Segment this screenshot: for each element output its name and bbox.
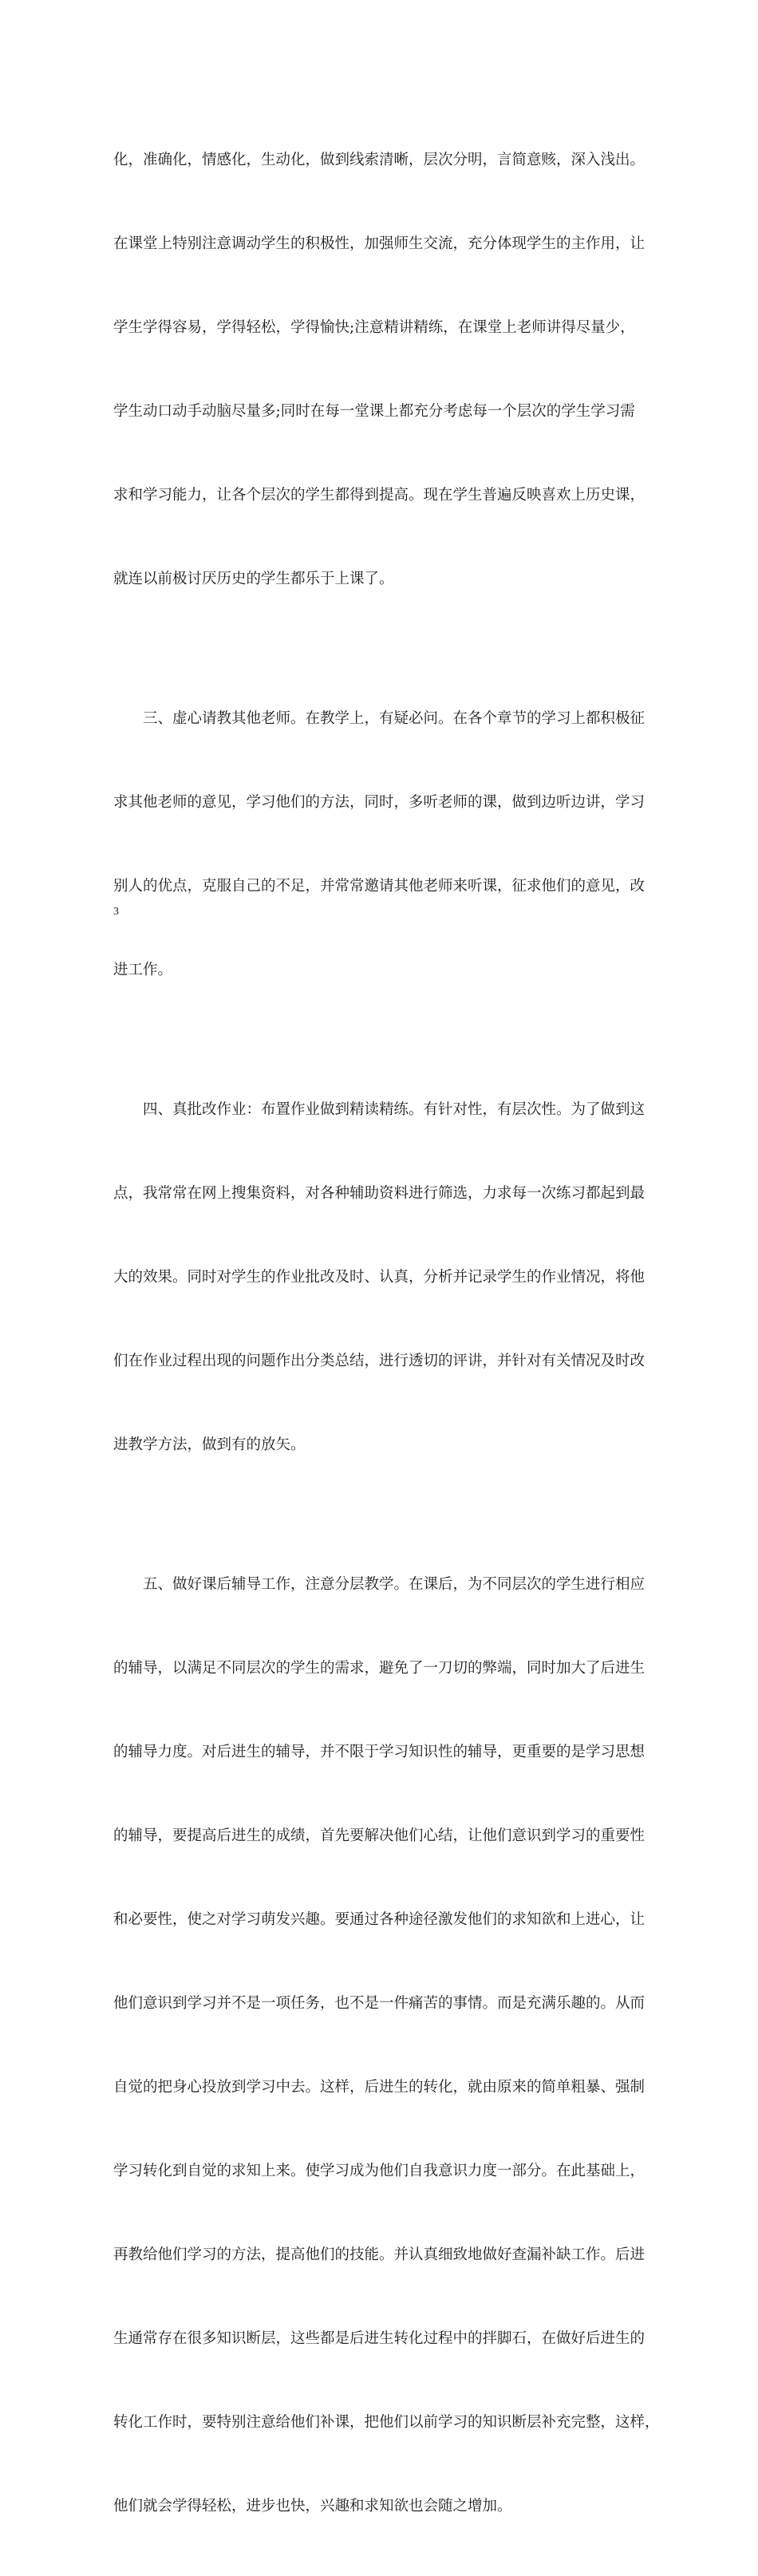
text-line: 再教给他们学习的方法，提高他们的技能。并认真细致地做好查漏补缺工作。后进 xyxy=(113,2246,645,2263)
text-line: 求其他老师的意见，学习他们的方法，同时，多听老师的课，做到边听边讲，学习 xyxy=(113,794,645,811)
text-line: 进教学方法，做到有的放矢。 xyxy=(113,1436,306,1453)
text-line: 就连以前极讨厌历史的学生都乐于上课了。 xyxy=(113,571,394,587)
text-line: 学习转化到自觉的求知上来。使学习成为他们自我意识力度一部分。在此基础上， xyxy=(113,2163,645,2179)
page-number: 3 xyxy=(113,906,119,918)
text-line: 进工作。 xyxy=(113,962,173,978)
text-line: 的辅导力度。对后进生的辅导，并不限于学习知识性的辅导，更重要的是学习思想 xyxy=(113,1744,645,1760)
text-line: 学生动口动手动脑尽量多;同时在每一堂课上都充分考虑每一个层次的学生学习需 xyxy=(113,403,635,420)
text-line: 大的效果。同时对学生的作业批改及时、认真，分析并记录学生的作业情况，将他 xyxy=(113,1269,645,1286)
paragraph-4 xyxy=(113,1515,661,2576)
text-line: 和必要性，使之对学习萌发兴趣。要通过各种途径激发他们的求知欲和上进心，让 xyxy=(113,1911,645,1928)
text-line: 们在作业过程出现的问题作出分类总结，进行透切的评讲，并针对有关情况及时改 xyxy=(113,1353,645,1369)
text-line: 点，我常常在网上搜集资料，对各种辅助资料进行筛选，力求每一次练习都起到最 xyxy=(113,1185,645,1202)
text-line: 在课堂上特别注意调动学生的积极性，加强师生交流，充分体现学生的主作用，让 xyxy=(113,235,645,252)
paragraph-1 xyxy=(113,90,661,649)
text-line: 求和学习能力，让各个层次的学生都得到提高。现在学生普遍反映喜欢上历史课， xyxy=(113,487,645,504)
text-line: 的辅导，以满足不同层次的学生的需求，避免了一刀切的弊端，同时加大了后进生 xyxy=(113,1660,645,1677)
text-line: 他们就会学得轻松，进步也快，兴趣和求知欲也会随之增加。 xyxy=(113,2498,512,2515)
text-line: 生通常存在很多知识断层，这些都是后进生转化过程中的拌脚石，在做好后进生的 xyxy=(113,2330,645,2347)
text-line: 转化工作时，要特别注意给他们补课，把他们以前学习的知识断层补充完整，这样， xyxy=(113,2414,660,2431)
text-line: 别人的优点，克服自己的不足，并常常邀请其他老师来听课，征求他们的意见，改 xyxy=(113,878,645,895)
paragraph-2 xyxy=(113,649,661,1040)
text-line: 学生学得容易，学得轻松，学得愉快;注意精讲精练，在课堂上老师讲得尽量少， xyxy=(113,319,635,336)
paragraph-3 xyxy=(113,1040,661,1515)
text-line: 五、做好课后辅导工作，注意分层教学。在课后，为不同层次的学生进行相应 xyxy=(113,1576,645,1593)
text-line: 四、真批改作业：布置作业做到精读精练。有针对性，有层次性。为了做到这 xyxy=(113,1101,645,1118)
body-text xyxy=(113,90,661,2576)
text-line: 自觉的把身心投放到学习中去。这样，后进生的转化，就由原来的简单粗暴、强制 xyxy=(113,2079,645,2096)
text-line: 他们意识到学习并不是一项任务，也不是一件痛苦的事情。而是充满乐趣的。从而 xyxy=(113,1995,645,2012)
text-line: 的辅导，要提高后进生的成绩，首先要解决他们心结，让他们意识到学习的重要性 xyxy=(113,1827,645,1844)
text-line: 三、虚心请教其他老师。在教学上，有疑必问。在各个章节的学习上都积极征 xyxy=(113,710,645,727)
text-line: 化，准确化，情感化，生动化，做到线索清晰，层次分明，言简意赅，深入浅出。 xyxy=(113,152,645,168)
